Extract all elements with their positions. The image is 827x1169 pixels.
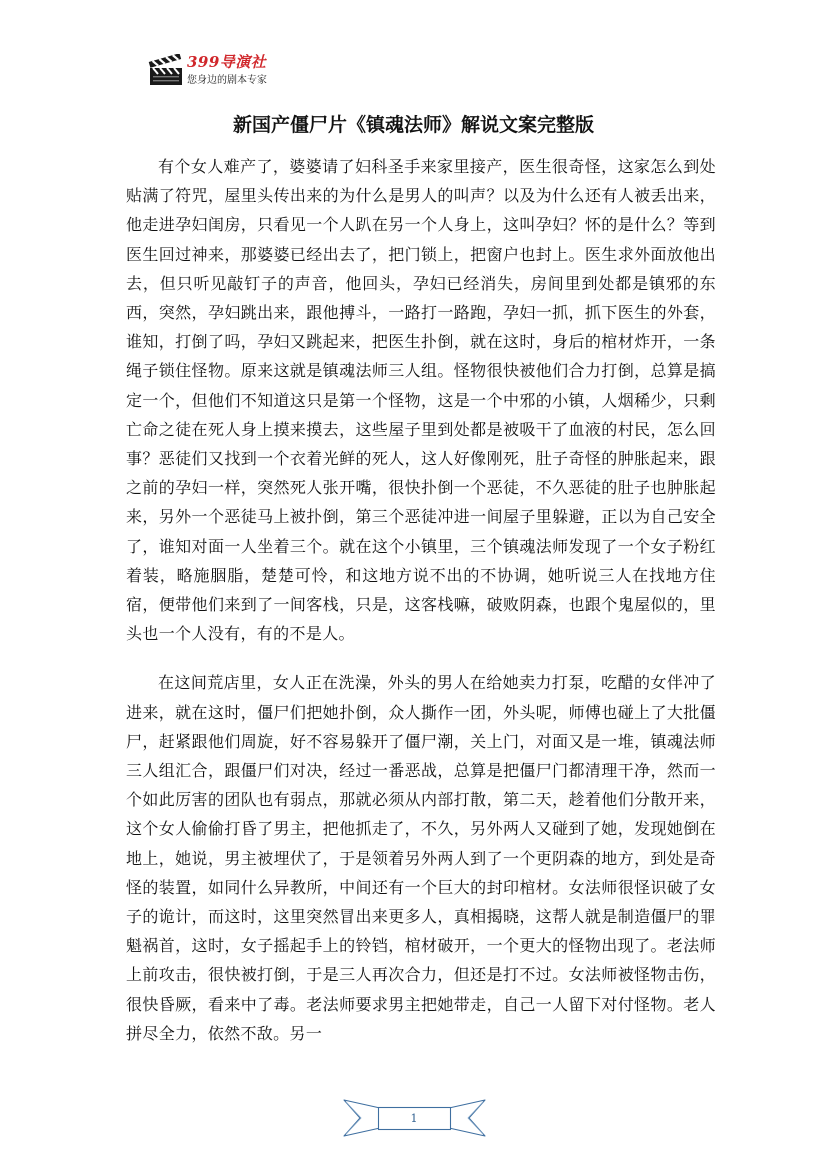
paragraph: 有个女人难产了，婆婆请了妇科圣手来家里接产，医生很奇怪，这家怎么到处贴满了符咒，屋里头传出来的为什么是男人的叫声？以及为什么还有人被丢出来，他走进孕妇闺房，只看见一个人趴在另一个人身上，这叫孕妇？怀的是什么？等到医生回过神来，那婆婆已经出去了，把门锁上，把窗户也封上。医生求外面放他出去，但只听见敲钉子的声音，他回头，孕妇已经消失，房间里到处都是镇邪的东西，突然，孕妇跳出来，跟他搏斗，一路打一路跑，孕妇一抓，抓下医生的外套，谁知，打倒了吗，孕妇又跳起来，把医生扑倒，就在这时，身后的棺材炸开，一条绳子锁住怪物。原来这就是镇魂法师三人组。怪物很快被他们合力打倒，总算是搞定一个，但他们不知道这只是第一个怪物，这是一个中邪的小镇，人烟稀少，只剩亡命之徒在死人身上摸来摸去，这些屋子里到处都是被吸干了血液的村民，怎么回事？恶徒们又找到一个衣着光鲜的死人，这人好像刚死，肚子奇怪的肿胀起来，跟之前的孕妇一样，突然死人张开嘴，很快扑倒一个恶徒，不久恶徒的肚子也肿胀起来，另外一个恶徒马上被扑倒，第三个恶徒冲进一间屋子里躲避，正以为自己安全了，谁知对面一人坐着三个。就在这个小镇里，三个镇魂法师发现了一个女子粉红着装，略施胭脂，楚楚可怜，和这地方说不出的不协调，她听说三人在找地方住宿，便带他们来到了一间客栈，只是，这客栈嘛，破败阴森，也跟个鬼屋似的，里头也一个人没有，有的不是人。: [126, 157, 716, 644]
document-body: [126, 152, 716, 1048]
paragraph: 在这间荒店里，女人正在洗澡，外头的男人在给她卖力打泵，吃醋的女伴冲了进来，就在这时，僵尸们把她扑倒，众人撕作一团，外头呢，师傅也碰上了大批僵尸，赶紧跟他们周旋，好不容易躲开了僵尸潮，关上门，对面又是一堆，镇魂法师三人组汇合，跟僵尸们对决，经过一番恶战，总算是把僵尸门都清理干净，然而一个如此厉害的团队也有弱点，那就必须从内部打散，第二天，趁着他们分散开来，这个女人偷偷打昏了男主，把他抓走了，不久，另外两人又碰到了她，发现她倒在地上，她说，男主被埋伏了，于是领着另外两人到了一个更阴森的地方，到处是奇怪的装置，如同什么异教所，中间还有一个巨大的封印棺材。女法师很怪识破了女子的诡计，而这时，这里突然冒出来更多人，真相揭晓，这帮人就是制造僵尸的罪魁祸首，这时，女子摇起手上的铃铛，棺材破开，一个更大的怪物出现了。老法师上前攻击，很快被打倒，于是三人再次合力，但还是打不过。女法师被怪物击伤，很快昏厥，看来中了毒。老法师要求男主把她带走，自己一人留下对付怪物。老人拼尽全力，依然不敌。另一: [126, 673, 716, 1043]
logo-title: 399导演社: [187, 53, 267, 71]
logo-subtitle: 您身边的剧本专家: [187, 75, 267, 86]
page-number: 1: [410, 1112, 418, 1125]
clapperboard-icon: [147, 54, 185, 88]
publisher-logo: [147, 50, 307, 90]
document-title: 新国产僵尸片《镇魂法师》解说文案完整版: [232, 114, 594, 136]
